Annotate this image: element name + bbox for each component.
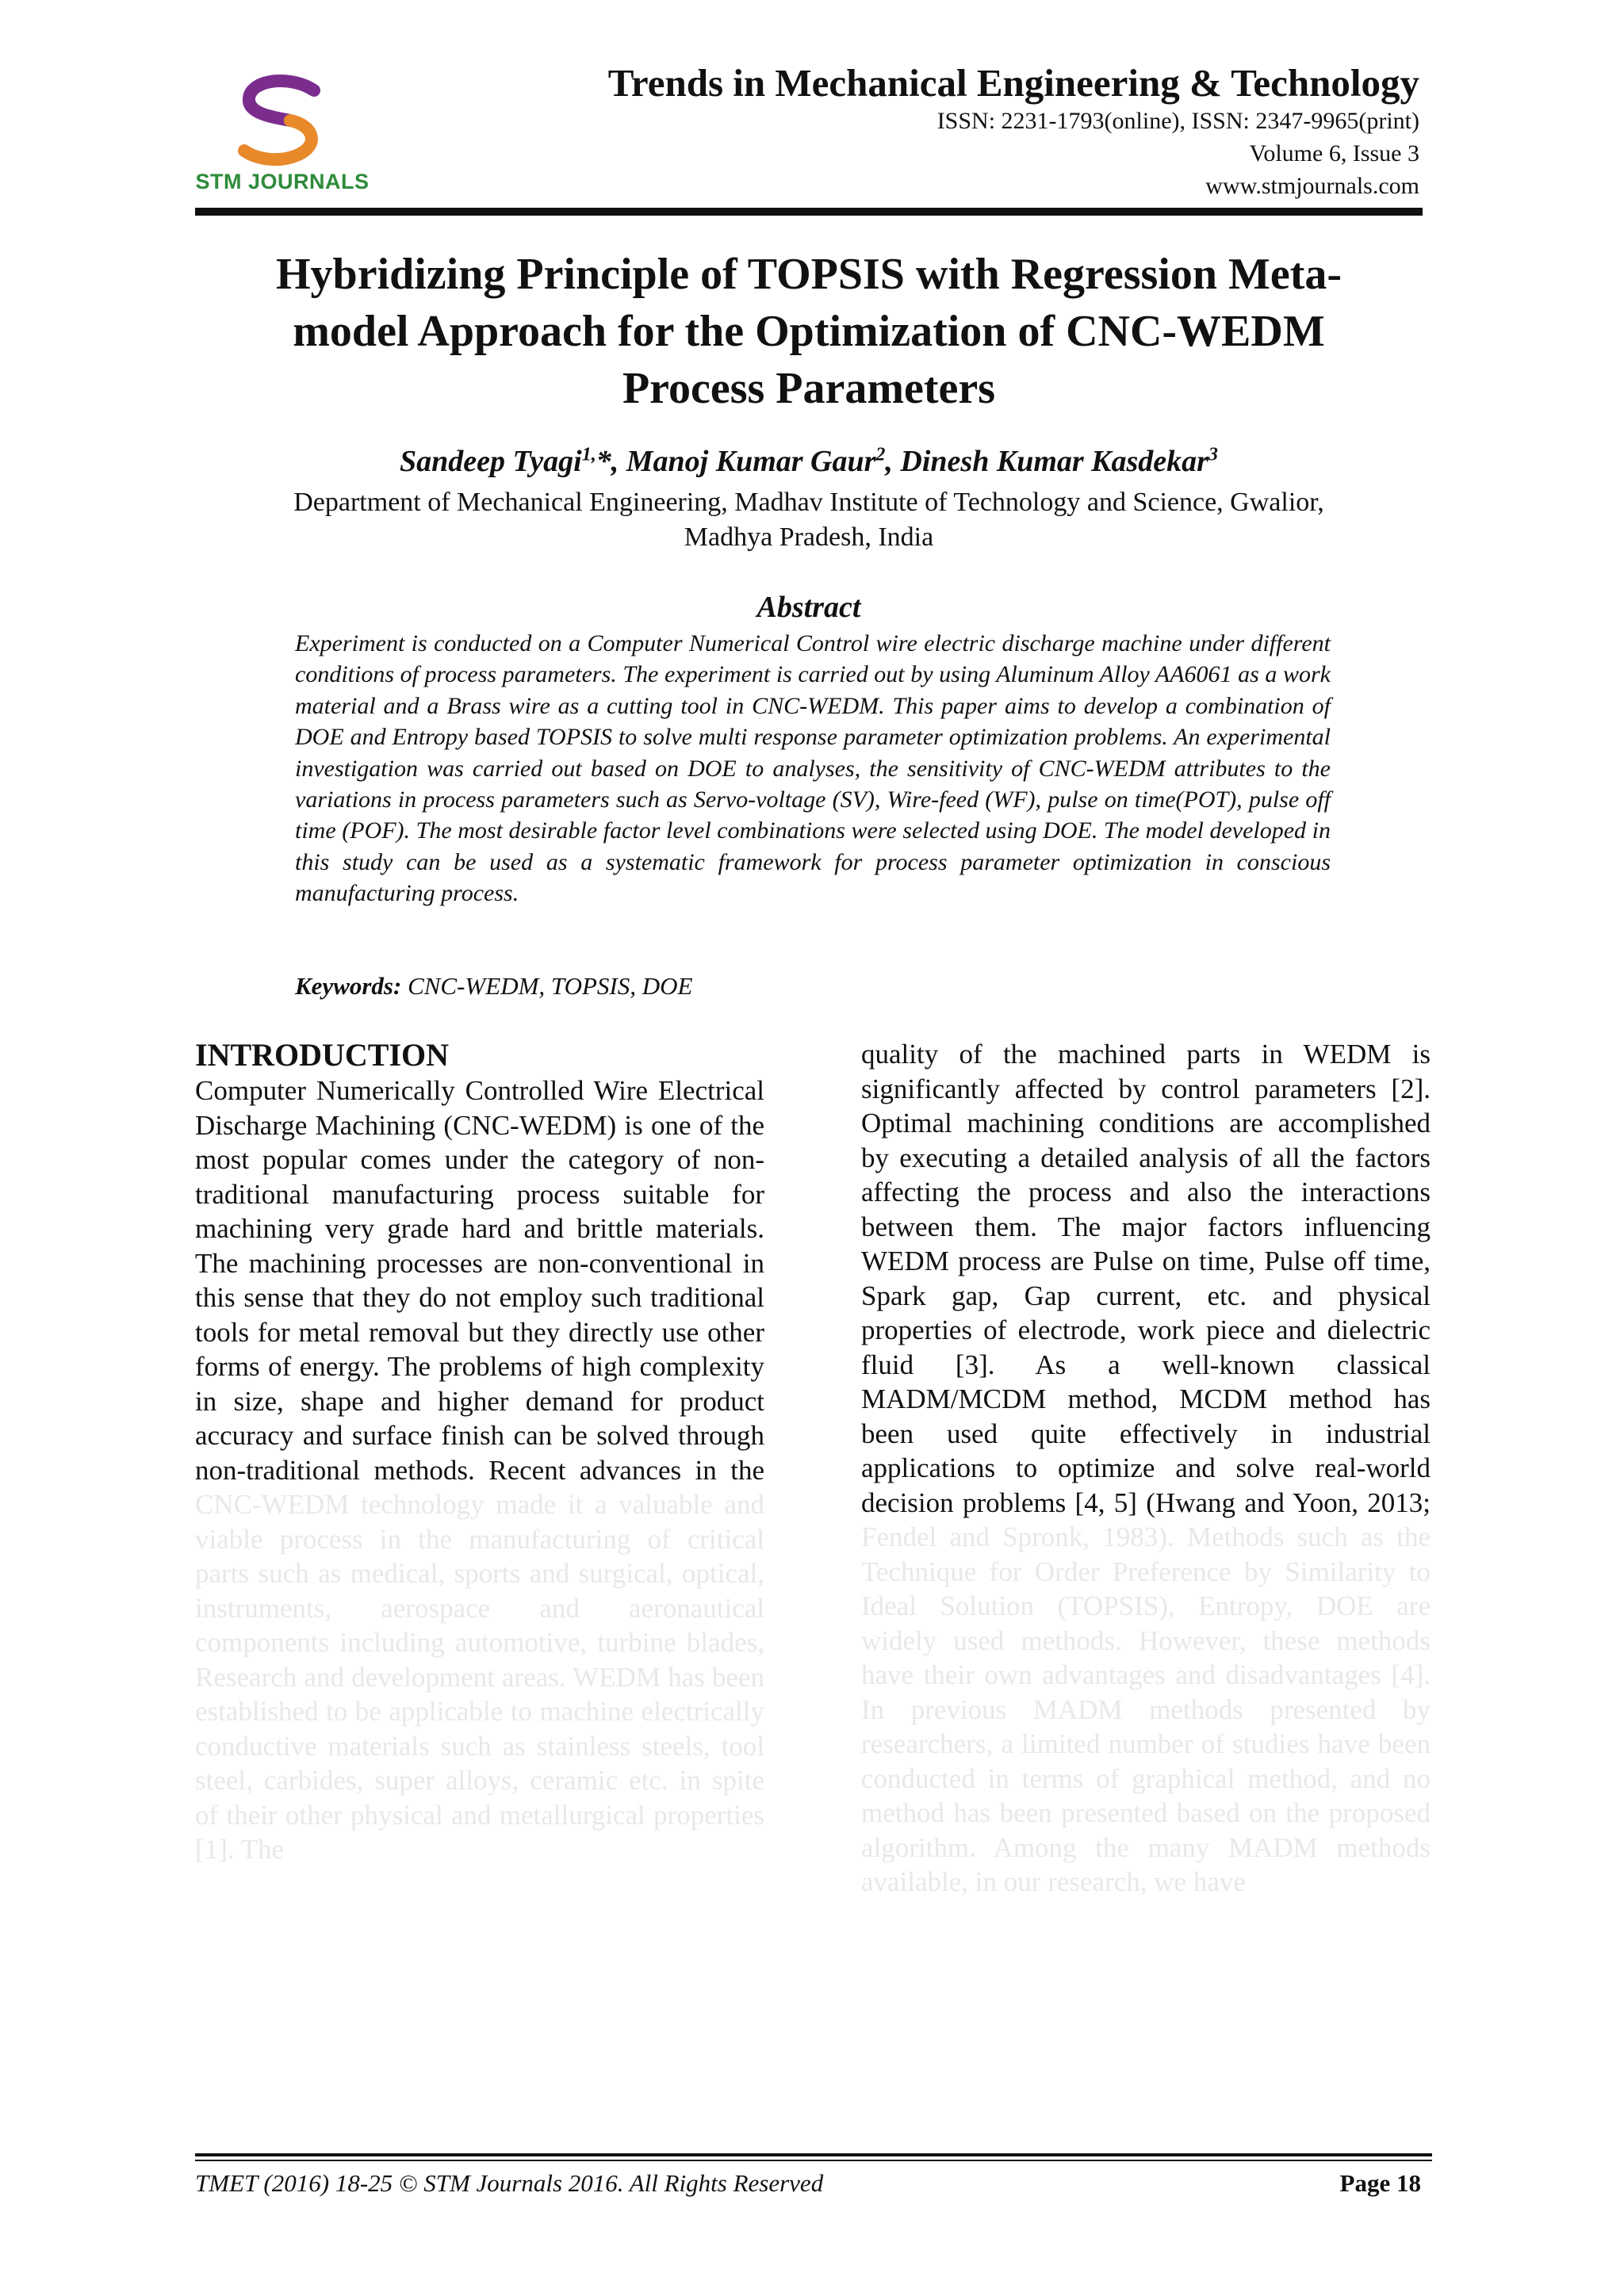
title-line: model Approach for the Optimization of CNC-WEDM <box>293 307 1325 356</box>
author-list <box>195 444 1423 479</box>
paper-title <box>195 246 1423 417</box>
title-line: Hybridizing Principle of TOPSIS with Regression Meta- <box>275 250 1342 299</box>
abstract-text: Experiment is conducted on a Computer Numerical Control wire electric discharge machine under different conditions of process parameters. The experiment is carried out by using Aluminum Alloy AA6061 as a work material and a Brass wire as a cutting tool in CNC-WEDM. This paper aims to develop a combination of DOE and Entropy based TOPSIS to solve multi response parameter optimization problems. An experimental investigation was carried out based on DOE to analyses, the sensitivity of CNC-WEDM attributes to the variations in process parameters such as Servo-voltage (SV), Wire-feed (WF), pulse on time(POT), pulse off time (POF). The most desirable factor level combinations were selected using DOE. The model developed in this study can be used as a systematic framework for process parameter optimization in conscious manufacturing process. <box>295 630 1331 907</box>
title-line: Process Parameters <box>622 364 996 413</box>
journal-title: Trends in Mechanical Engineering & Technology <box>607 61 1419 105</box>
author-name: Manoj Kumar Gaur <box>626 445 876 478</box>
right-column <box>861 1037 1431 1900</box>
footer-divider <box>195 2153 1432 2156</box>
body-paragraph-faded: Fendel and Spronk, 1983). Methods such as the Technique for Order Preference by Similarity to Ideal Solution (TOPSIS), Entropy, DOE are widely used methods. However, these methods have their own advantages and disadvantages [4]. In previous MADM methods presented by researchers, a limited number of studies have been conducted in terms of graphical method, and no method has been presented based on the proposed algorithm. Among the many MADM methods available, in our research, we have <box>861 1521 1431 1897</box>
left-column <box>195 1037 764 1867</box>
affiliation-line: Madhya Pradesh, India <box>684 522 934 552</box>
volume-issue: Volume 6, Issue 3 <box>1249 140 1419 166</box>
keywords-list: CNC-WEDM, TOPSIS, DOE <box>408 972 693 1000</box>
author-affiliation-mark: 3 <box>1208 444 1218 465</box>
journal-website-link[interactable]: www.stmjournals.com <box>1205 173 1419 199</box>
author-affiliation-mark: 2 <box>875 444 886 465</box>
footer-citation: TMET (2016) 18-25 © STM Journals 2016. All Rights Reserved <box>195 2169 824 2197</box>
keywords-label: Keywords: <box>295 972 402 1000</box>
abstract-heading: Abstract <box>756 591 861 624</box>
body-paragraph: quality of the machined parts in WEDM is significantly affected by control parameters [2]. Optimal machining conditions are accomplished by executing a detailed analysis of all the factors affecting the process and also the interactions between them. The major factors influencing WEDM process are Pulse on time, Pulse off time, Spark gap, Gap current, etc. and physical properties of electrode, work piece and dielectric fluid [3]. As a well-known classical MADM/MCDM method, MCDM method has been used quite effectively in industrial applications to optimize and solve real-world decision problems [4, 5] (Hwang and Yoon, 2013; <box>861 1039 1431 1518</box>
logo-text: STM JOURNALS <box>195 170 370 193</box>
keywords <box>295 972 1331 1001</box>
author-separator: *, <box>596 445 626 478</box>
footer-divider-thin <box>195 2160 1432 2161</box>
affiliation <box>195 485 1423 555</box>
section-heading-introduction: INTRODUCTION <box>195 1037 450 1073</box>
stm-s-logo-icon <box>195 73 370 172</box>
author-name: Dinesh Kumar Kasdekar <box>900 445 1208 478</box>
author-affiliation-mark: 1, <box>581 444 596 465</box>
header-divider <box>195 208 1423 216</box>
body-paragraph-faded: CNC-WEDM technology made it a valuable and viable process in the manufacturing of critical parts such as medical, sports and surgical, optical, instruments, aerospace and aeronautical components including automotive, turbine blades, Research and development areas. WEDM has been established to be applicable to machine electrically conductive materials such as stainless steels, tool steel, carbides, super alloys, ceramic etc. in spite of their other physical and metallurgical properties [1]. The <box>195 1489 764 1865</box>
author-separator: , <box>885 445 901 478</box>
issn: ISSN: 2231-1793(online), ISSN: 2347-9965(print) <box>936 108 1419 134</box>
page-number: Page 18 <box>1339 2169 1421 2197</box>
author-name: Sandeep Tyagi <box>400 445 582 478</box>
body-paragraph: Computer Numerically Controlled Wire Electrical Discharge Machining (CNC-WEDM) is one of the most popular comes under the category of non-traditional manufacturing process suitable for machining very grade hard and brittle materials. The machining processes are non-conventional in this sense that they do not employ such traditional tools for metal removal but they directly use other forms of energy. The problems of high complexity in size, shape and higher demand for product accuracy and surface finish can be solved through non-traditional methods. Recent advances in the <box>195 1075 764 1486</box>
affiliation-line: Department of Mechanical Engineering, Madhav Institute of Technology and Science, Gwalior, <box>293 488 1324 517</box>
